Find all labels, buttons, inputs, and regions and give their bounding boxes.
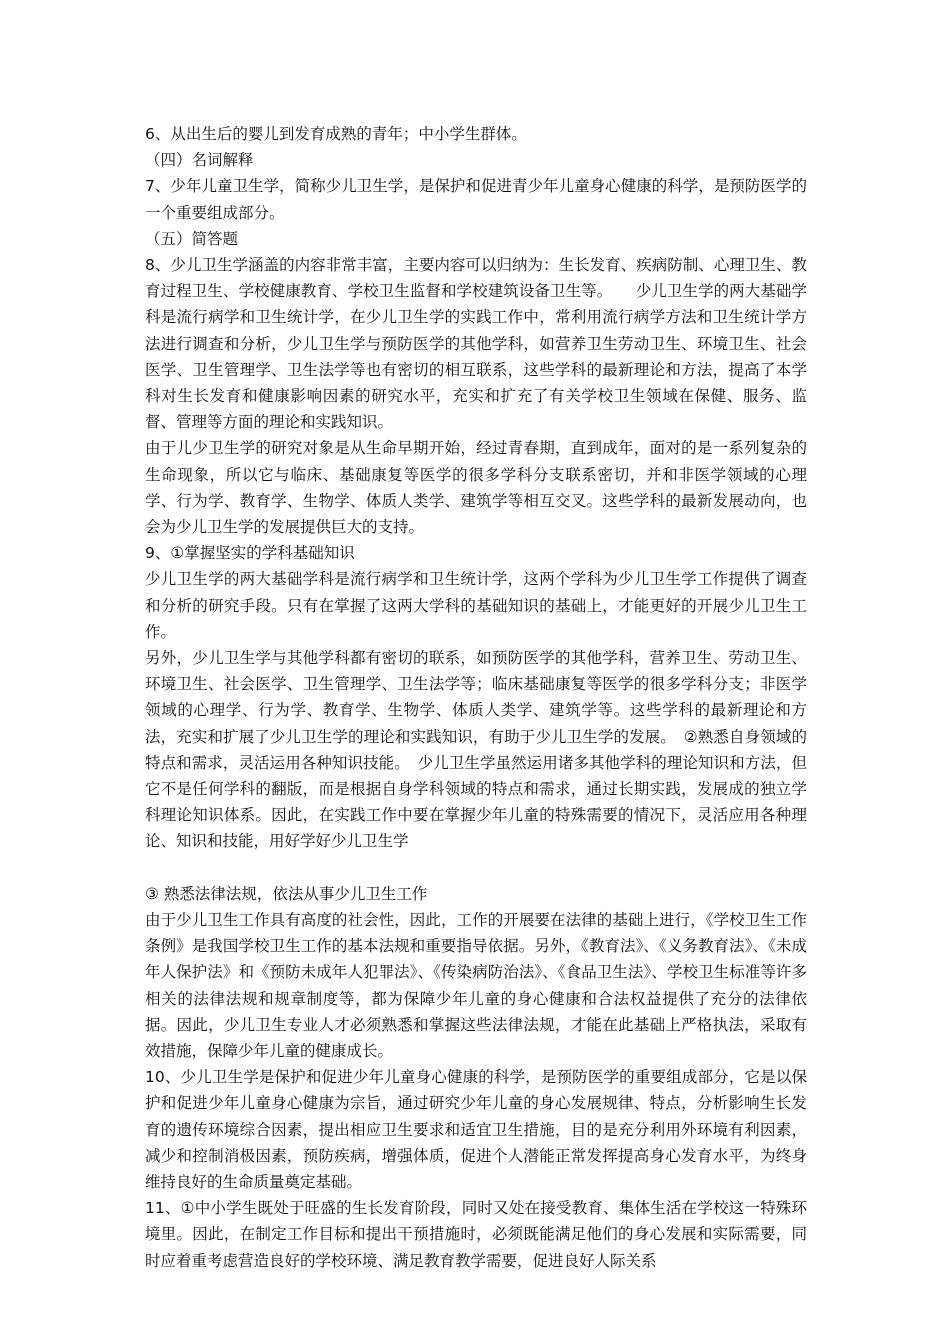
paragraph-10: 10、少儿卫生学是保护和促进少年儿童身心健康的科学，是预防医学的重要组成部分，它是以保护和促进少年儿童身心健康为宗旨，通过研究少年儿童的身心发展规律、特点，分析影响生长发育的遗传环境综合因素，提出相应卫生要求和适宜卫生措施，目的是充分利用外环境有利因素，减少和控制消极因素，预防疾病，增强体质，促进个人潜能正常发挥提高身心发育水平，为终身维持良好的生命质量奠定基础。 xyxy=(145,1068,807,1191)
paragraph-7: 7、少年儿童卫生学，简称少儿卫生学，是保护和促进青少年儿童身心健康的科学，是预防医学的一个重要组成部分。 xyxy=(145,177,807,222)
section-heading-5: （五）简答题 xyxy=(145,229,239,248)
blank-line xyxy=(145,855,807,881)
paragraph-9d: 由于少儿卫生工作具有高度的社会性，因此，工作的开展要在法律的基础上进行，《学校卫生工作条例》是我国学校卫生工作的基本法规和重要指导依据。另外，《教育法》、《义务教育法》、《未成年人保护法》和《预防未成年人犯罪法》、《传染病防治法》、《食品卫生法》、学校卫生标准等许多相关的法律法规和规章制度等，都为保障少年儿童的身心健康和合法权益提供了充分的法律依据。因此，少儿卫生专业人才必须熟悉和掌握这些法律法规，才能在此基础上严格执法，采取有效措施，保障少年儿童的健康成长。 xyxy=(145,910,807,1060)
paragraph-6: 6、从出生后的婴儿到发育成熟的青年；中小学生群体。 xyxy=(145,125,527,143)
paragraph-9b: 另外，少儿卫生学与其他学科都有密切的联系，如预防医学的其他学科，营养卫生、劳动卫生、环境卫生、社会医学、卫生管理学、卫生法学等；临床基础康复等医学的很多学科分支；非医学领域的心理学、行为学、教育学、生物学、体质人类学、建筑学等。这些学科的最新理论和方法，充实和扩展了少儿卫生学的理论和实践知识，有助于少儿卫生学的发展。 ②熟悉自身领域的特点和需求，灵活运用各种知识技能。 少儿卫生学虽然运用诸多其他学科的理论知识和方法，但它不是任何学科的翻版，而是根据自身学科领域的特点和需求，通过长期实践，发展成的独立学科理论知识体系。因此，在实践工作中要在掌握少年儿童的特殊需要的情况下，灵活应用各种理论、知识和技能，用好学好少儿卫生学 xyxy=(145,649,807,851)
paragraph-11: 11、①中小学生既处于旺盛的生长发育阶段，同时又处在接受教育、集体生活在学校这一特殊环境里。因此，在制定工作目标和提出干预措施时，必须既能满足他们的身心发展和实际需要，同时应着重考虑营造良好的学校环境、满足教育教学需要，促进良好人际关系 xyxy=(145,1199,807,1270)
document-page xyxy=(145,121,807,1274)
section-heading-4: （四）名词解释 xyxy=(145,151,254,170)
paragraph-9a: 少儿卫生学的两大基础学科是流行病学和卫生统计学，这两个学科为少儿卫生学工作提供了调查和分析的研究手段。只有在掌握了这两大学科的基础知识的基础上，才能更好的开展少儿卫生工作。 xyxy=(145,570,807,641)
paragraph-9c: ③ 熟悉法律法规，依法从事少儿卫生工作 xyxy=(145,884,428,903)
paragraph-8a: 8、少儿卫生学涵盖的内容非常丰富，主要内容可以归纳为：生长发育、疾病防制、心理卫生、教育过程卫生、学校健康教育、学校卫生监督和学校建筑设备卫生等。 少儿卫生学的两大基础学科是流行病学和卫生统计学，在少儿卫生学的实践工作中，常利用流行病学方法和卫生统计学方法进行调查和分析，少儿卫生学与预防医学的其他学科，如营养卫生劳动卫生、环境卫生、社会医学、卫生管理学、卫生法学等也有密切的相互联系，这些学科的最新理论和方法，提高了本学科对生长发育和健康影响因素的研究水平，充实和扩充了有关学校卫生领域在保健、服务、监督、管理等方面的理论和实践知识。 xyxy=(145,256,807,432)
paragraph-8b: 由于儿少卫生学的研究对象是从生命早期开始，经过青春期，直到成年，面对的是一系列复杂的生命现象，所以它与临床、基础康复等医学的很多学科分支联系密切，并和非医学领域的心理学、行为学、教育学、生物学、体质人类学、建筑学等相互交叉。这些学科的最新发展动向，也会为少儿卫生学的发展提供巨大的支持。 xyxy=(145,439,807,537)
paragraph-9-heading: 9、①掌握坚实的学科基础知识 xyxy=(145,544,355,563)
